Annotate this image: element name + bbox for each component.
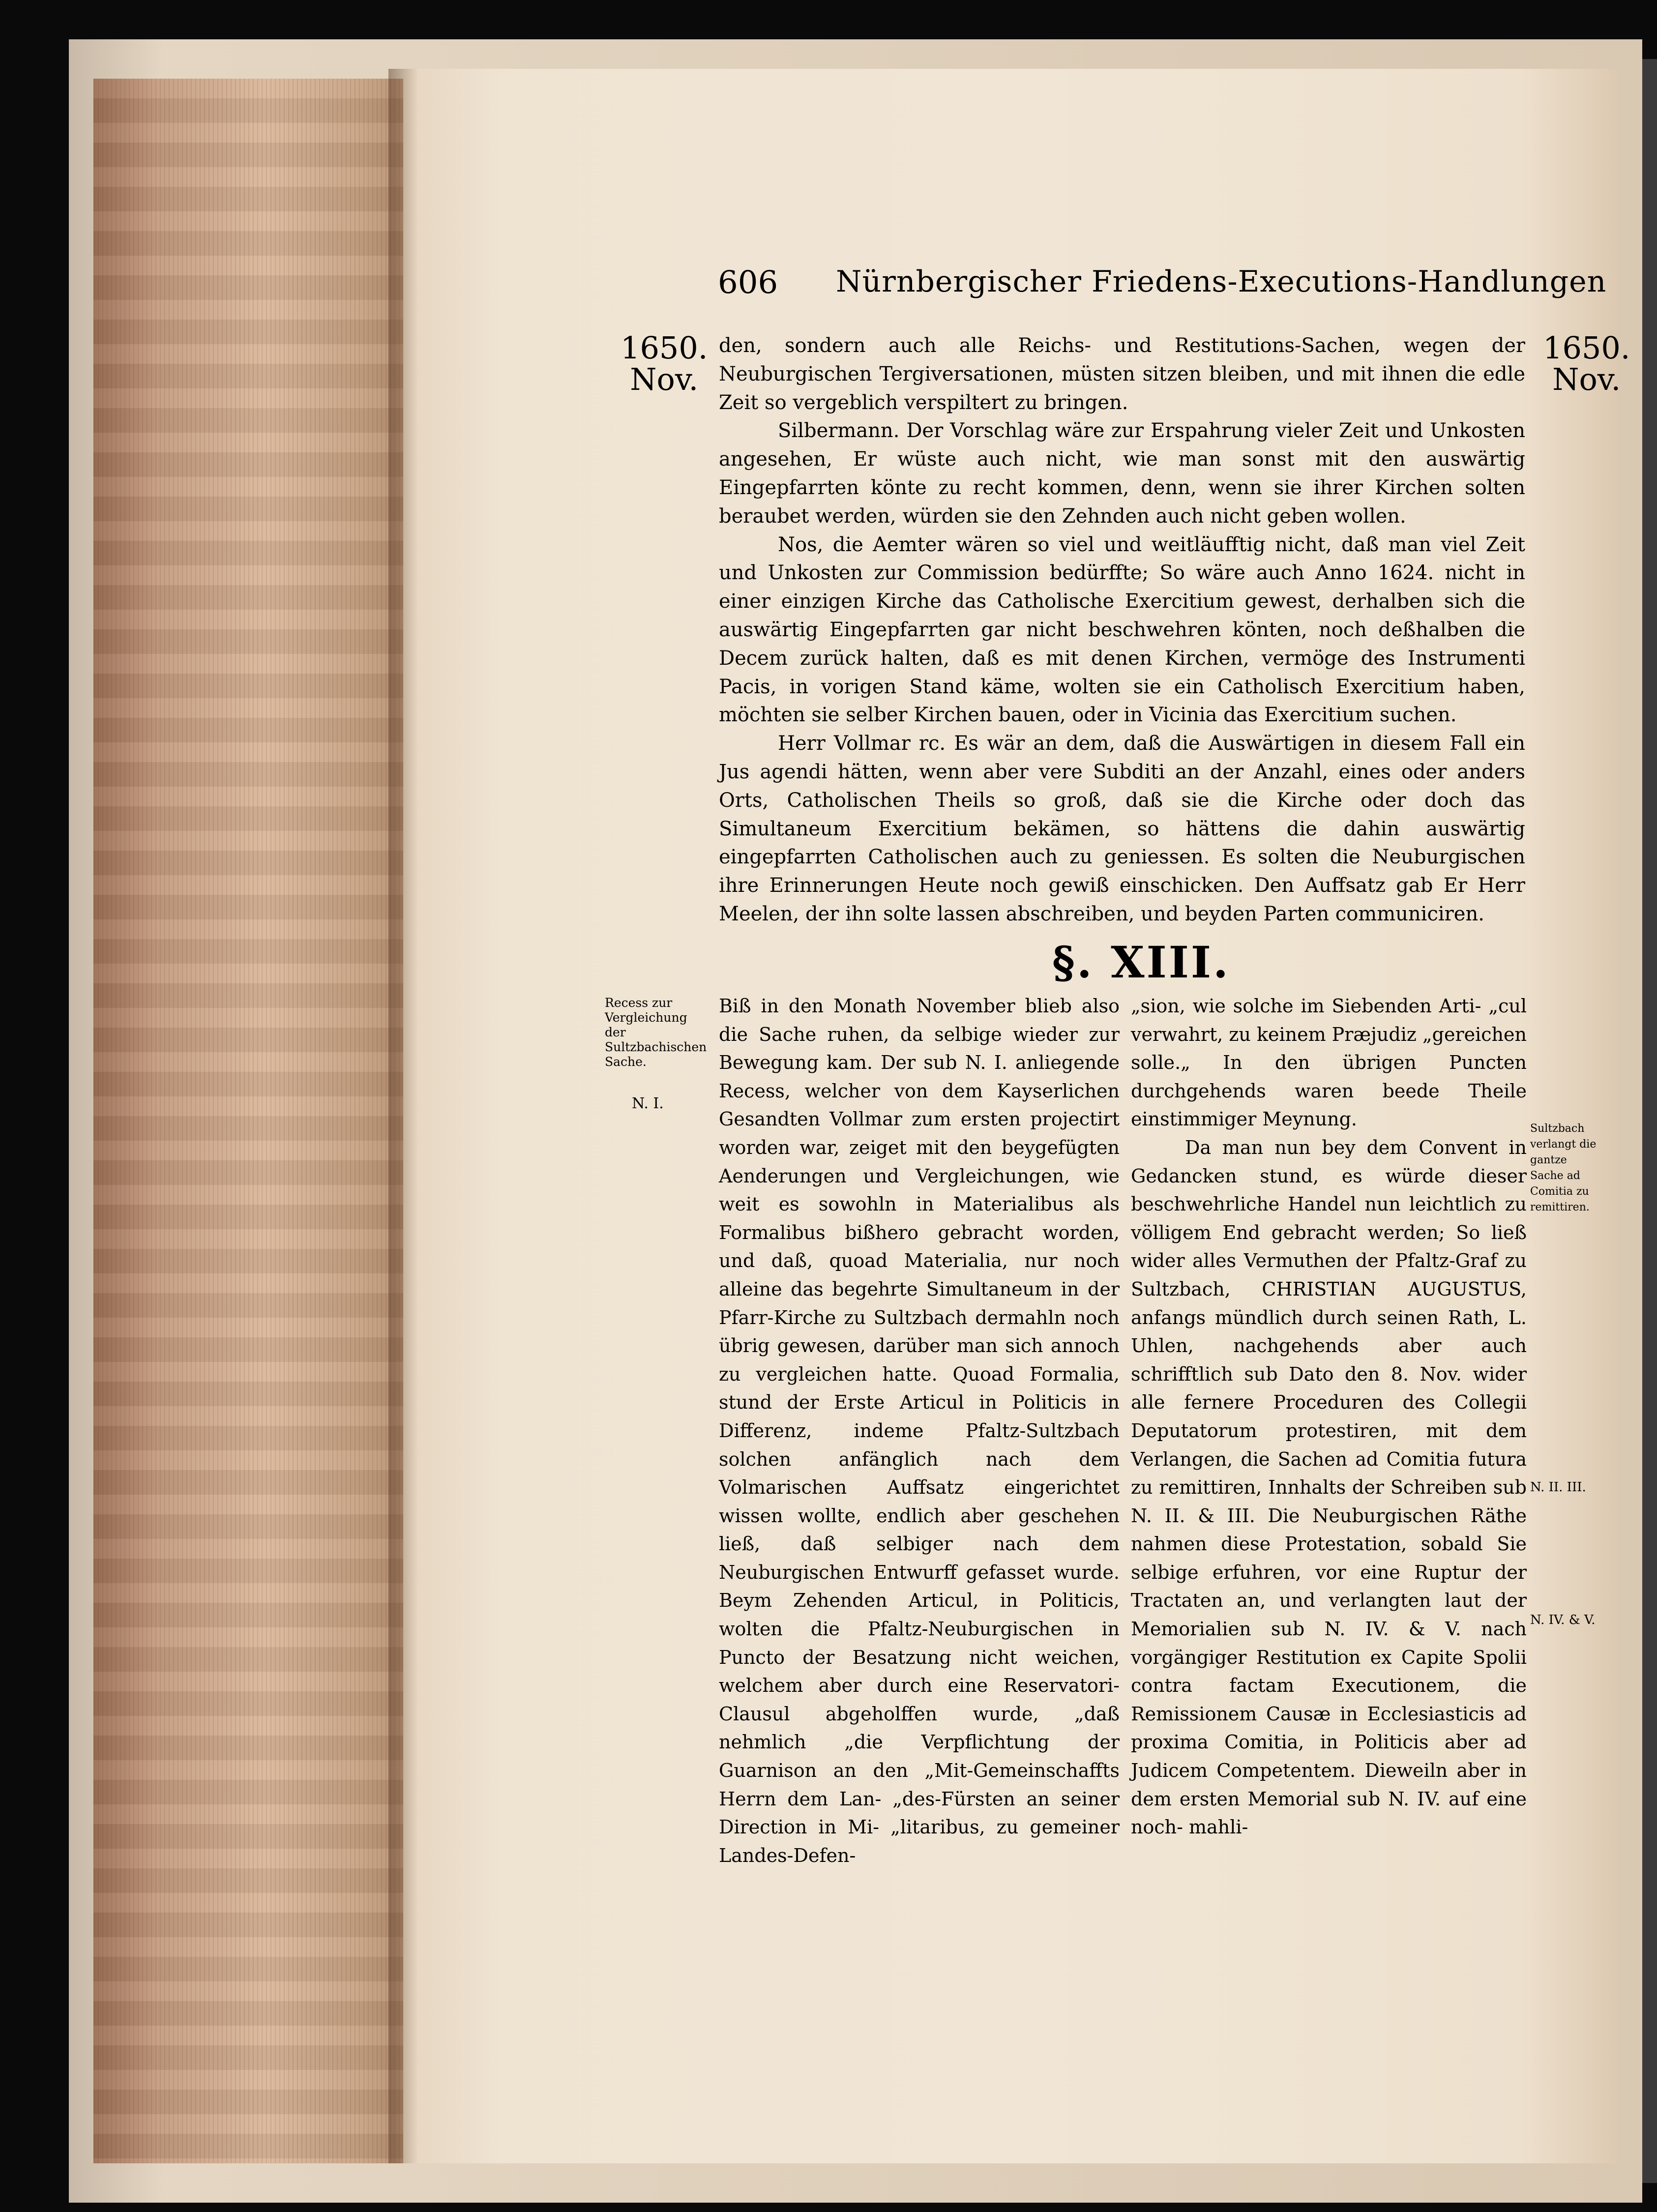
paragraph: Herr Vollmar rc. Es wär an dem, daß die Auswärtigen in diesem Fall ein Jus agendi hätten, wenn aber vere Subditi an der Anzahl, eines oder anders Orts, Catholischen Theils so groß, daß sie die Kirche oder doch das Simultaneum Exercitium bekämen, so hättens die dahin auswärtig eingepfarrten Catholischen auch zu geniessen. Es solten die Neuburgischen ihre Erinnerungen Heute noch gewiß einschicken. Den Auffsatz gab Er Herr Meelen, der ihn solte lassen abschreiben, und beyden Parten communiciren. [719, 732, 1525, 925]
margin-date-left [621, 332, 708, 395]
margin-note-ref-4-5: N. IV. & V. [1530, 1613, 1596, 1627]
top-text-block [719, 332, 1525, 929]
paragraph: Biß in den Monath November blieb also die Sache ruhen, da selbige wieder zur Bewegung kam. Der sub N. I. anliegende Recess, welcher von dem Kayserlichen Gesandten Vollmar zum ersten projectirt worden war, zeiget mit den beygefügten Aenderungen und Vergleichungen, wie weit es sowohln in Materialibus als Formalibus bißhero gebracht worden, und daß, quoad Materialia, nur noch alleine das begehrte Simultaneum in der Pfarr-Kirche zu Sultzbach dermahln noch übrig gewesen, darüber man sich annoch zu vergleichen hatte. Quoad Formalia, stund der Erste Articul in Politicis in Differenz, indeme Pfaltz-Sultzbach solchen anfänglich nach dem Volmarischen Auffsatz eingerichtet wissen wollte, endlich aber geschehen ließ, daß selbiger nach dem Neuburgischen Entwurff gefasset wurde. Beym Zehenden Articul, in Politicis, wolten die Pfaltz-Neuburgischen in Puncto der Besatzung nicht weichen, welchem aber durch eine Reservatori-Clausul abgeholffen wurde, „daß nehmlich „die Verpflichtung der Guarnison an den „Mit-Gemeinschaffts Herrn dem Lan- „des-Fürsten an seiner Direction in Mi- „litaribus, zu gemeiner Landes-Defen- [719, 995, 1120, 1866]
paragraph: „sion, wie solche im Siebenden Arti- „cul verwahrt, zu keinem Præjudiz „gereichen solle.„ In den übrigen Puncten durchgehends waren beede Theile einstimmiger Meynung. [1131, 995, 1527, 1130]
paragraph: Nos, die Aemter wären so viel und weitläufftig nicht, daß man viel Zeit und Unkosten zur Commission bedürffte; So wäre auch Anno 1624. nicht in einer einzigen Kirche das Catholische Exercitium gewest, derhalben sich die auswärtig Eingepfarrten gar nicht beschwehren könten, noch deßhalben die Decem zurück halten, daß es mit denen Kirchen, vermöge des Instrumenti Pacis, in vorigen Stand käme, wolten sie ein Catholisch Exercitium haben, möchten sie selber Kirchen bauen, oder in Vicinia das Exercitium suchen. [719, 533, 1525, 727]
margin-note-recess-ref: N. I. [632, 1095, 664, 1112]
margin-note-recess: Recess zur Vergleichung der Sultzbachischen Sache. [605, 996, 707, 1069]
page-block-edges [93, 79, 408, 2163]
paragraph: den, sondern auch alle Reichs- und Restitutions-Sachen, wegen der Neuburgischen Tergiversationen, müsten sitzen bleiben, und mit ihnen die edle Zeit so vergeblich verspiltert zu bringen. [719, 334, 1525, 414]
right-column [1131, 992, 1527, 1842]
margin-month-right: Nov. [1552, 361, 1621, 397]
margin-month-left: Nov. [630, 361, 699, 397]
gutter-shadow [388, 69, 418, 2163]
margin-year-right: 1650. [1543, 330, 1630, 366]
margin-note-sultzbach: Sultzbach verlangt die gantze Sache ad Comitia zu remittiren. [1530, 1122, 1597, 1213]
margin-year-left: 1650. [621, 330, 708, 366]
left-column [719, 992, 1120, 1870]
running-title: Nürnbergischer Friedens-Executions-Handlungen [836, 265, 1607, 299]
page-header [718, 265, 1607, 319]
margin-note-ref-2-3: N. II. III. [1530, 1480, 1586, 1495]
margin-date-right [1543, 332, 1630, 395]
paragraph: Da man nun bey dem Convent in Gedancken stund, es würde dieser beschwehrliche Handel nun leichtlich zu völligem End gebracht werden; So ließ wider alles Vermuthen der Pfaltz-Graf zu Sultzbach, CHRISTIAN AUGUSTUS, anfangs mündlich durch seinen Rath, L. Uhlen, nachgehends aber auch schrifftlich sub Dato den 8. Nov. wider alle fernere Proceduren des Collegii Deputatorum protestiren, mit dem Verlangen, die Sachen ad Comitia futura zu remittiren, Innhalts der Schreiben sub N. II. & III. Die Neuburgischen Räthe nahmen diese Protestation, sobald Sie selbige erfuhren, vor eine Ruptur der Tractaten an, und verlangten laut der Memorialien sub N. IV. & V. nach vorgängiger Restitution ex Capite Spolii contra factam Executionem, die Remissionem Causæ in Ecclesiasticis ad proxima Comitia, in Politicis aber ad Judicem Competentem. Dieweiln aber in dem ersten Memorial sub N. IV. auf eine noch- mahli- [1131, 1136, 1527, 1838]
background-edge [1642, 59, 1657, 2183]
paragraph: Silbermann. Der Vorschlag wäre zur Erspahrung vieler Zeit und Unkosten angesehen, Er wüste auch nicht, wie man sonst mit den auswärtig Eingepfarrten könte zu recht kommen, denn, wenn sie ihrer Kirchen solten beraubet werden, würden sie den Zehnden auch nicht geben wollen. [719, 419, 1525, 528]
section-heading: §. XIII. [1052, 937, 1230, 988]
page-number: 606 [718, 265, 778, 301]
